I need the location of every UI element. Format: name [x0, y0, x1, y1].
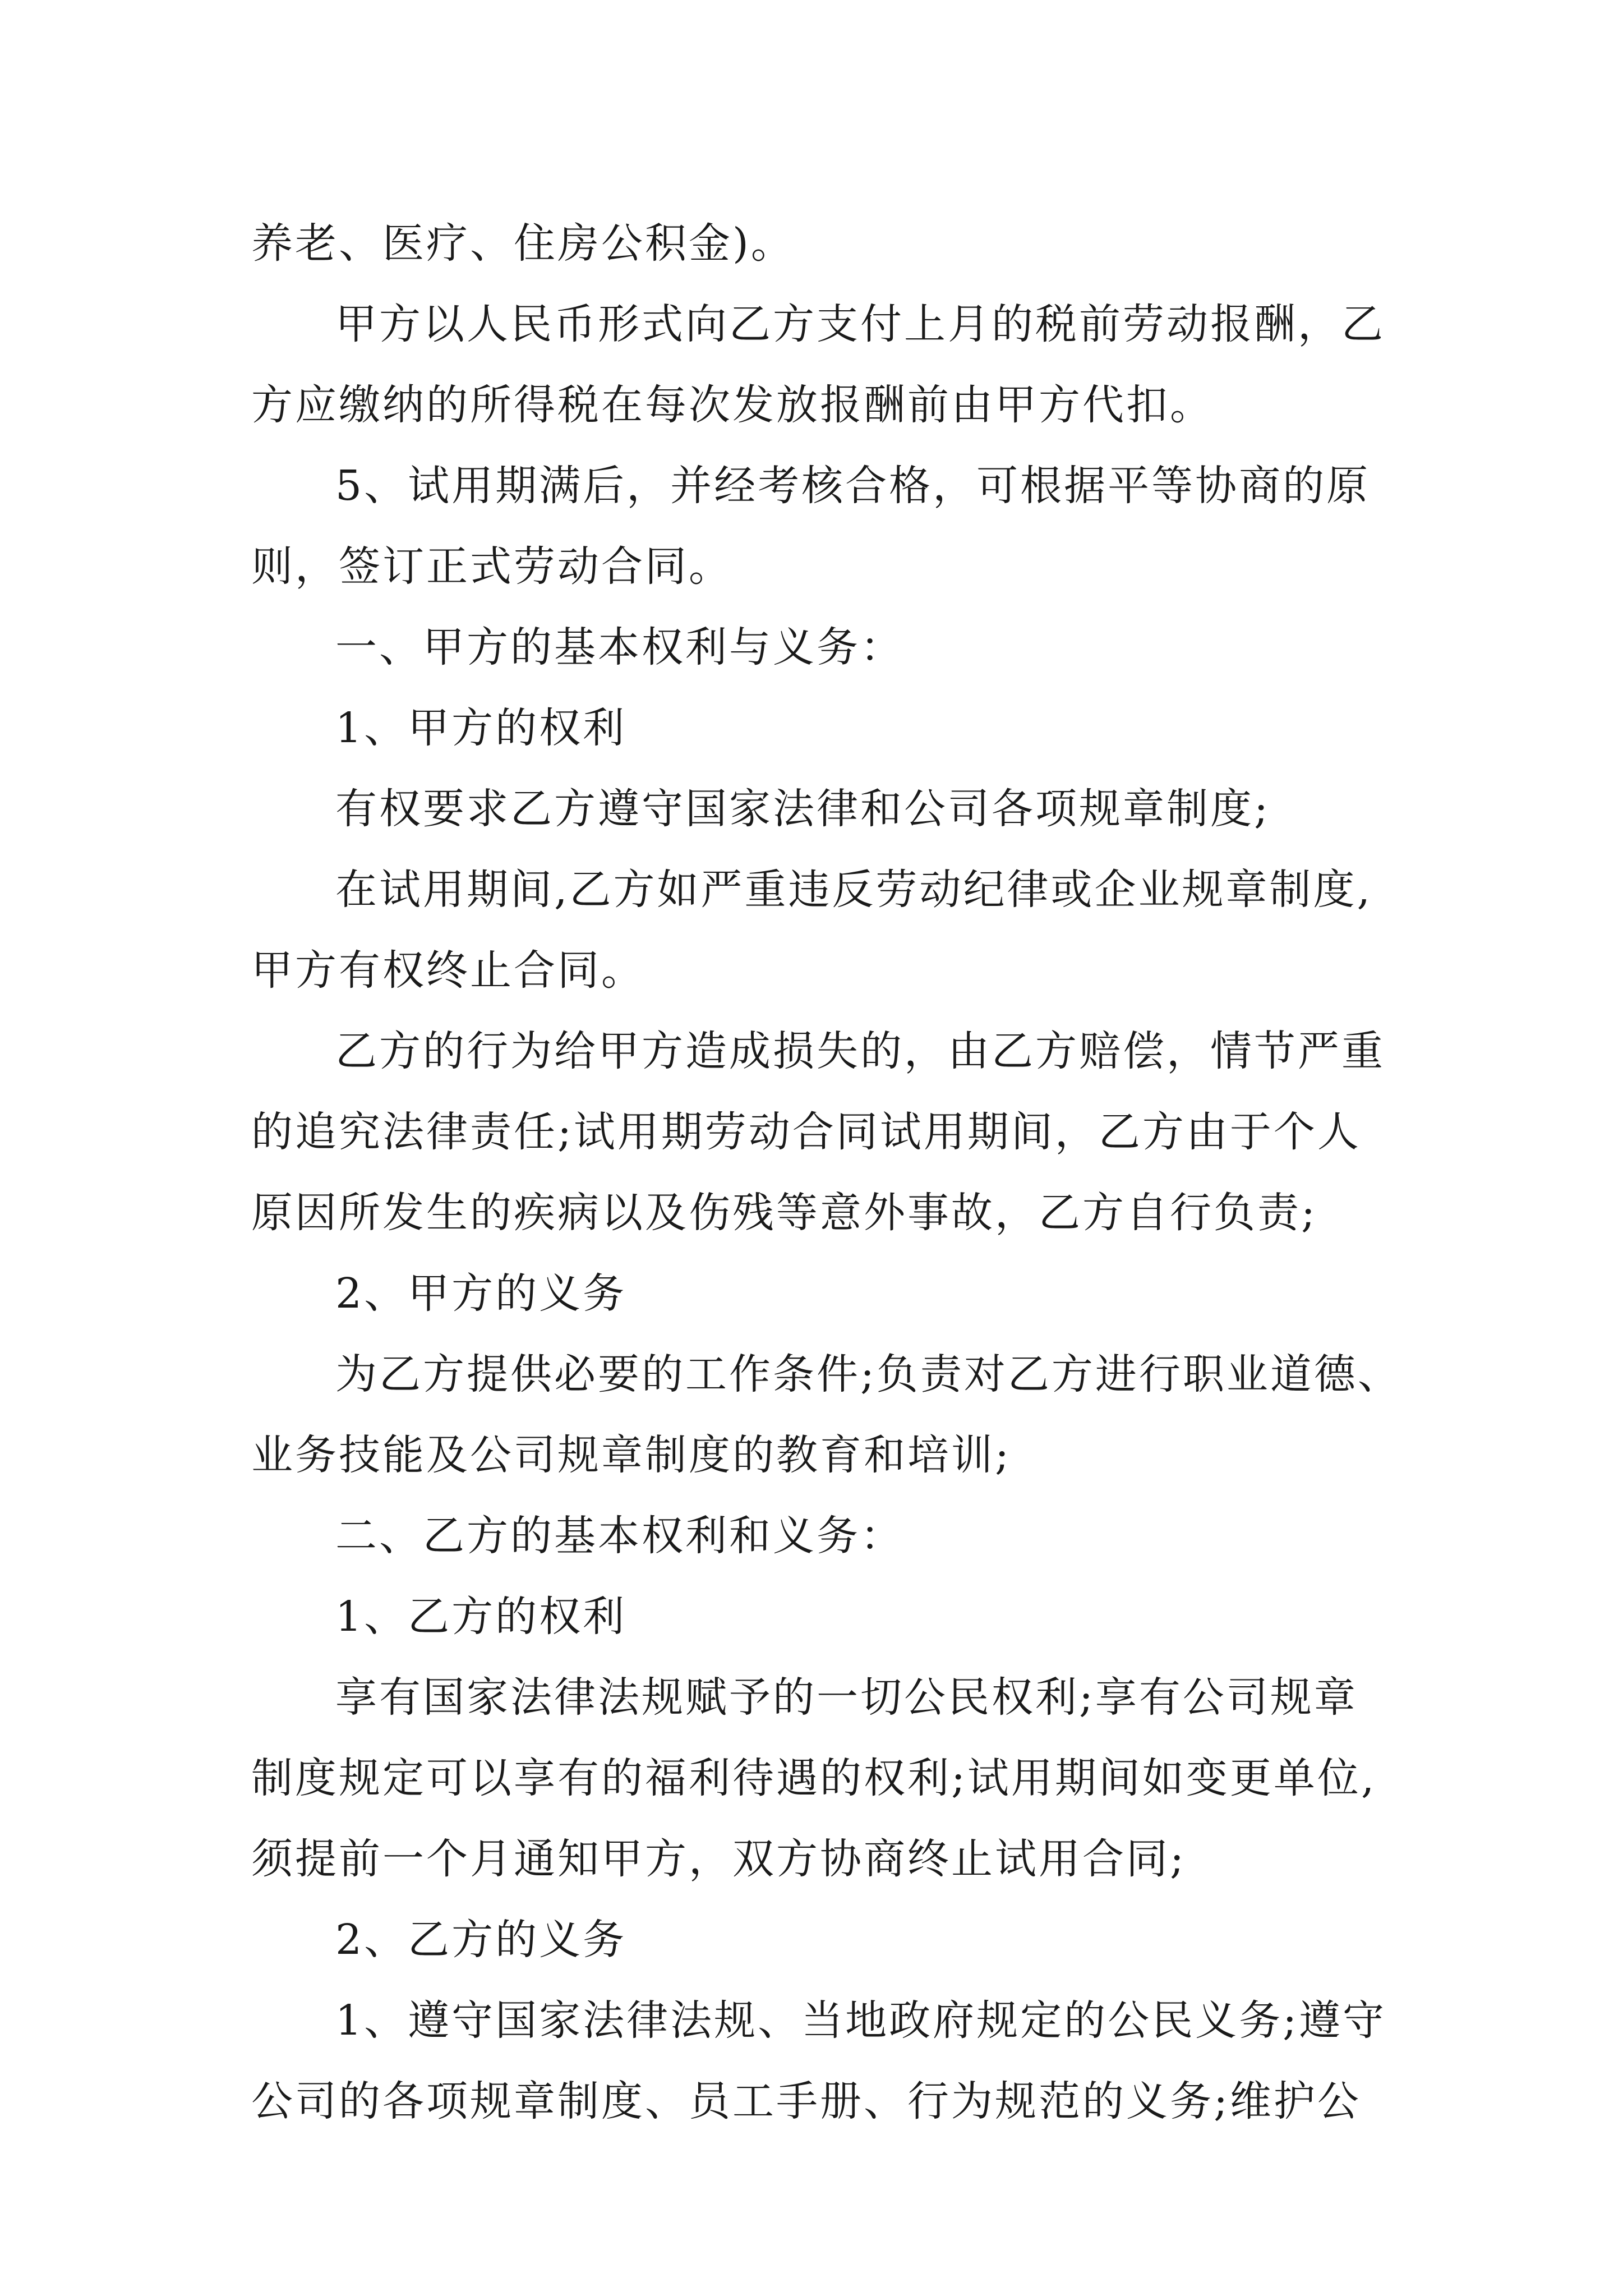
text-line: 方应缴纳的所得税在每次发放报酬前由甲方代扣。 [251, 381, 1214, 429]
text-line: 原因所发生的疾病以及伤残等意外事故，乙方自行负责; [251, 1189, 1317, 1237]
document-body [251, 203, 1401, 2142]
text-line: 有权要求乙方遵守国家法律和公司各项规章制度; [335, 785, 1270, 833]
text-line: 须提前一个月通知甲方，双方协商终止试用合同; [251, 1835, 1186, 1883]
text-line: 一、甲方的基本权利与义务： [335, 623, 904, 671]
text-line: 在试用期间,乙方如严重违反劳动纪律或企业规章制度, [335, 866, 1373, 914]
text-line: 乙方的行为给甲方造成损失的，由乙方赔偿，情节严重 [335, 1027, 1385, 1075]
text-line: 1、乙方的权利 [335, 1593, 627, 1641]
text-line: 则，签订正式劳动合同。 [251, 542, 732, 591]
text-line: 业务技能及公司规章制度的教育和培训; [251, 1431, 1011, 1479]
text-line: 的追究法律责任;试用期劳动合同试用期间，乙方由于个人 [251, 1108, 1361, 1156]
text-line: 制度规定可以享有的福利待遇的权利;试用期间如变更单位, [251, 1754, 1377, 1802]
text-line: 2、甲方的义务 [335, 1269, 627, 1318]
text-line: 2、乙方的义务 [335, 1916, 627, 1964]
text-line: 为乙方提供必要的工作条件;负责对乙方进行职业道德、 [335, 1350, 1401, 1398]
text-line: 甲方以人民币形式向乙方支付上月的税前劳动报酬，乙 [335, 300, 1385, 348]
text-line: 享有国家法律法规赋予的一切公民权利;享有公司规章 [335, 1673, 1358, 1722]
text-line: 公司的各项规章制度、员工手册、行为规范的义务;维护公 [251, 2077, 1361, 2125]
text-line: 二、乙方的基本权利和义务： [335, 1512, 904, 1560]
text-line: 养老、医疗、住房公积金)。 [251, 219, 795, 268]
text-line: 甲方有权终止合同。 [251, 946, 645, 995]
text-line: 5、试用期满后，并经考核合格，可根据平等协商的原 [335, 462, 1371, 510]
text-line: 1、遵守国家法律法规、当地政府规定的公民义务;遵守 [335, 1996, 1387, 2045]
text-line: 1、甲方的权利 [335, 704, 627, 752]
